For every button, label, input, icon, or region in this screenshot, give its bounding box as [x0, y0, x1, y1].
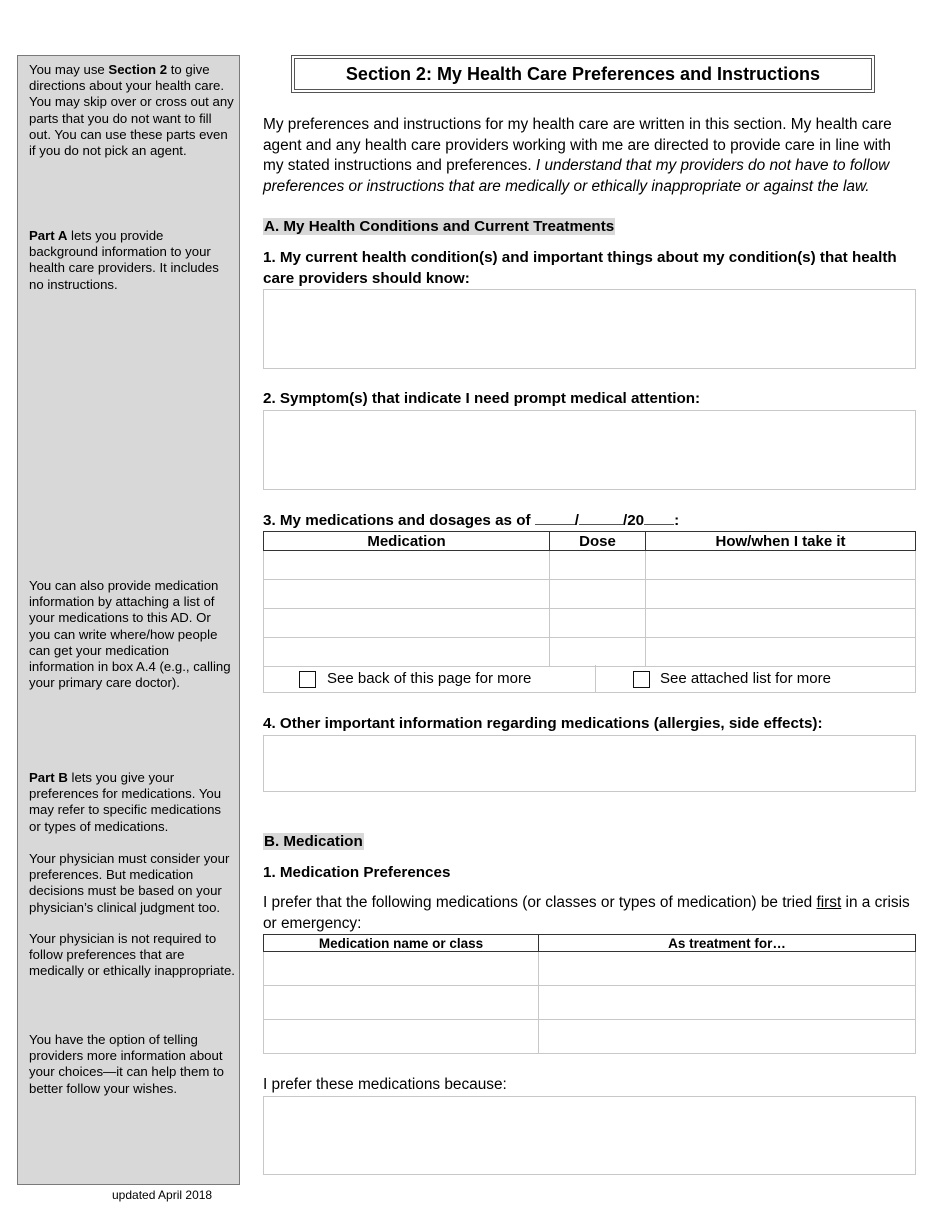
question-3-label: 3. My medications and dosages as of / /20 : — [263, 512, 680, 529]
sidebar-note-physician: Your physician must consider your preferences. But medication decisions must be based on your physician’s clinical judgment too. — [29, 851, 230, 915]
table-header-row — [264, 935, 916, 952]
see-attached-label: See attached list for more — [660, 670, 831, 687]
sidebar-note-medication-list: You can also provide medication information by attaching a list of your medications to this AD. Or you can write where/how people can get your medication information in box A.4 (e.g., calling your primary care doctor). — [29, 578, 231, 691]
prefer-first-text: I prefer that the following medications (or classes or types of medication) be tried first in a crisis or emergency: — [263, 894, 910, 932]
question-1-label: 1. My current health condition(s) and important things about my condition(s) that health care providers should know: — [263, 249, 897, 287]
question-4-label: 4. Other important information regarding medications (allergies, side effects): — [263, 715, 823, 732]
treatment-for-cell[interactable] — [539, 952, 916, 986]
column-header-how-when: How/when I take it — [646, 532, 916, 551]
how-when-cell[interactable] — [646, 580, 916, 609]
dose-cell[interactable] — [550, 551, 646, 580]
medication-cell[interactable] — [264, 638, 550, 667]
table-row — [264, 986, 916, 1020]
column-header-dose: Dose — [550, 532, 646, 551]
see-attached-checkbox[interactable] — [633, 671, 650, 688]
medication-more-options — [263, 665, 916, 693]
medication-preferences-subheading: 1. Medication Preferences — [263, 864, 451, 881]
table-row — [264, 609, 916, 638]
divider — [595, 665, 596, 693]
part-a-heading: A. My Health Conditions and Current Treatments — [264, 218, 615, 235]
sidebar-note-option: You have the option of telling providers more information about your choices—it can help them to better follow your wishes. — [29, 1032, 224, 1096]
medication-name-cell[interactable] — [264, 986, 539, 1020]
intro-paragraph: My preferences and instructions for my health care are written in this section. My health care agent and any health care providers working with me are directed to provide care in line with my stated instructions and preferences. I understand that my providers do not have to follow preferences or instructions that are medically or ethically inappropriate or against the law. — [263, 116, 892, 195]
treatment-for-cell[interactable] — [539, 986, 916, 1020]
date-month-blank[interactable] — [535, 510, 575, 525]
section-title: Section 2: My Health Care Preferences and Instructions — [291, 55, 875, 93]
column-header-medication-name: Medication name or class — [264, 935, 539, 952]
dose-cell[interactable] — [550, 580, 646, 609]
table-header-row — [264, 532, 916, 551]
how-when-cell[interactable] — [646, 551, 916, 580]
sidebar-note-part-b: Part B lets you give your preferences for medications. You may refer to specific medications or types of medications. — [29, 770, 222, 834]
table-row — [264, 1020, 916, 1054]
see-back-label: See back of this page for more — [327, 670, 532, 687]
footer-updated: updated April 2018 — [112, 1188, 213, 1202]
medication-preferences-table — [263, 934, 916, 1054]
health-conditions-field[interactable] — [263, 289, 916, 369]
medication-info-field[interactable] — [263, 735, 916, 792]
dose-cell[interactable] — [550, 609, 646, 638]
medication-cell[interactable] — [264, 551, 550, 580]
table-row — [264, 952, 916, 986]
date-year-blank[interactable] — [644, 510, 674, 525]
sidebar-note-not-required: Your physician is not required to follow preferences that are medically or ethically inappropriate. — [29, 931, 235, 979]
table-row — [264, 638, 916, 667]
symptoms-field[interactable] — [263, 410, 916, 490]
table-row — [264, 551, 916, 580]
table-row — [264, 580, 916, 609]
part-b-heading: B. Medication — [264, 833, 363, 850]
prefer-because-label: I prefer these medications because: — [263, 1076, 507, 1093]
see-back-checkbox[interactable] — [299, 671, 316, 688]
how-when-cell[interactable] — [646, 638, 916, 667]
medications-table — [263, 531, 916, 667]
date-day-blank[interactable] — [579, 510, 623, 525]
dose-cell[interactable] — [550, 638, 646, 667]
column-header-treatment-for: As treatment for… — [539, 935, 916, 952]
medication-cell[interactable] — [264, 609, 550, 638]
medication-name-cell[interactable] — [264, 952, 539, 986]
medication-cell[interactable] — [264, 580, 550, 609]
medication-name-cell[interactable] — [264, 1020, 539, 1054]
sidebar-note-section2: You may use Section 2 to give directions about your health care. You may skip over or cross out any parts that you do not want to fill out. You can use these parts even if you do not pick an agent. — [29, 62, 234, 159]
question-2-label: 2. Symptom(s) that indicate I need prompt medical attention: — [263, 390, 701, 407]
treatment-for-cell[interactable] — [539, 1020, 916, 1054]
how-when-cell[interactable] — [646, 609, 916, 638]
prefer-because-field[interactable] — [263, 1096, 916, 1175]
column-header-medication: Medication — [264, 532, 550, 551]
sidebar-note-part-a: Part A lets you provide background information to your health care providers. It includes no instructions. — [29, 228, 219, 292]
